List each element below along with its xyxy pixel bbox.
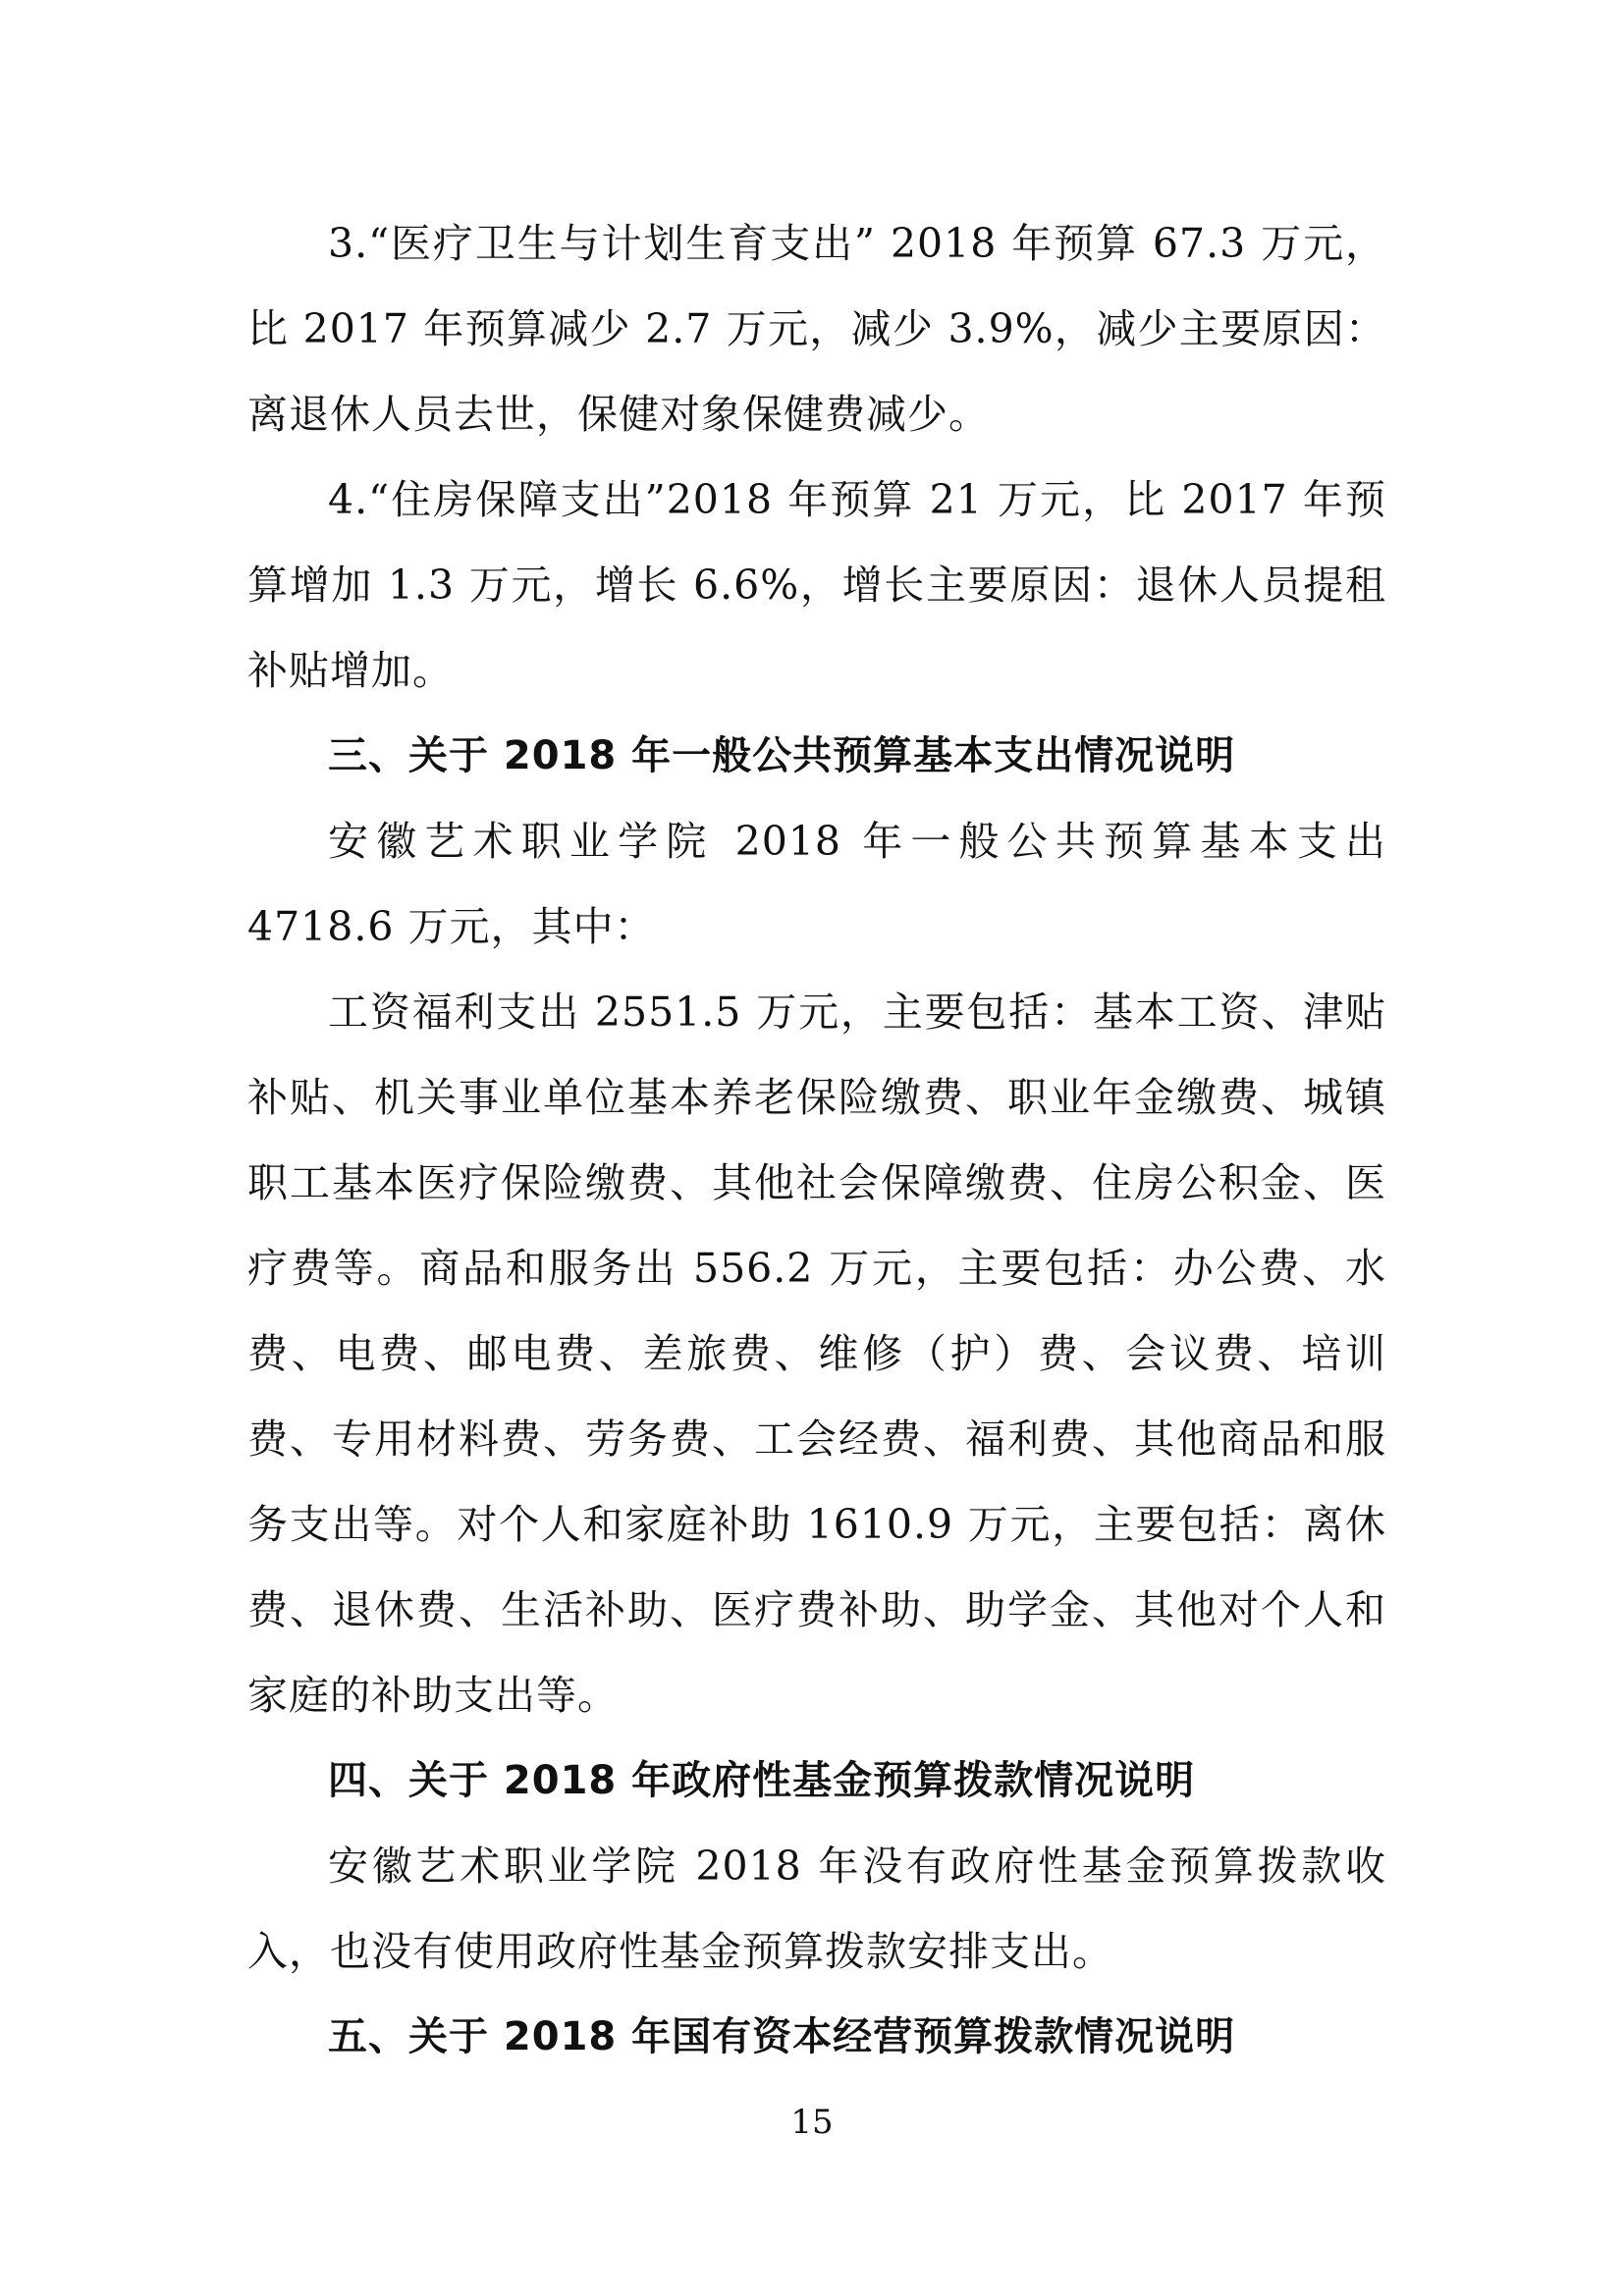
page-number: 15 <box>790 2103 834 2142</box>
paragraph-basic-expenditure-detail: 工资福利支出 2551.5 万元，主要包括：基本工资、津贴补贴、机关事业单位基本养老保险缴费、职业年金缴费、城镇职工基本医疗保险缴费、其他社会保障缴费、住房公积金、医疗费等。商品和服务出 556.2 万元，主要包括：办公费、水费、电费、邮电费、差旅费、维修（护）费、会议费、培训费、专用材料费、劳务费、工会经费、福利费、其他商品和服务支出等。对个人和家庭补助 1610.9 万元，主要包括：离休费、退休费、生活补助、医疗费补助、助学金、其他对个人和家庭的补助支出等。 <box>247 988 1386 1719</box>
paragraph-government-fund: 安徽艺术职业学院 2018 年没有政府性基金预算拨款收入，也没有使用政府性基金预算拨款安排支出。 <box>247 1842 1386 1975</box>
section-heading-3: 三、关于 2018 年一般公共预算基本支出情况说明 <box>328 733 1236 778</box>
paragraph-housing-expenditure: 4.“住房保障支出”2018 年预算 21 万元，比 2017 年预算增加 1.3 万元，增长 6.6%，增长主要原因：退休人员提租补贴增加。 <box>247 476 1386 694</box>
section-heading-5: 五、关于 2018 年国有资本经营预算拨款情况说明 <box>328 2014 1236 2059</box>
paragraph-medical-expenditure: 3.“医疗卫生与计划生育支出” 2018 年预算 67.3 万元，比 2017 年预算减少 2.7 万元，减少 3.9%，减少主要原因：离退休人员去世，保健对象保健费减少。 <box>247 220 1386 438</box>
section-heading-4: 四、关于 2018 年政府性基金预算拨款情况说明 <box>328 1758 1196 1803</box>
paragraph-basic-expenditure-total: 安徽艺术职业学院 2018 年一般公共预算基本支出 4718.6 万元，其中： <box>247 818 1386 950</box>
body-text <box>247 201 1386 2080</box>
